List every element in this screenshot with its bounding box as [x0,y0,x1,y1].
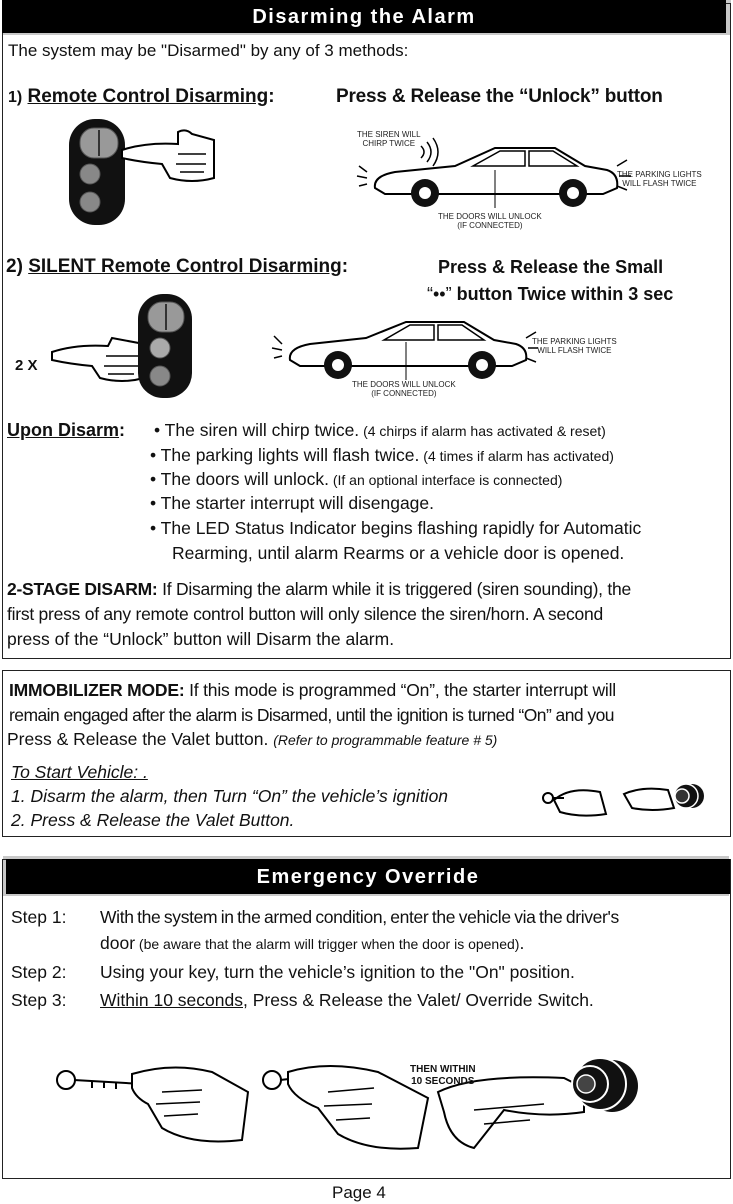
key-ring [57,1071,75,1089]
step1-note: (be aware that the alarm will trigger when the door is opened) [135,936,520,952]
bullet-1-text: • The siren will chirp twice. [154,420,360,440]
upon-bullet-1 [154,420,606,441]
two-stage-line1 [7,579,631,600]
car-front-hub-2 [332,359,344,371]
method1-title: Remote Control Disarming [27,86,269,107]
key-in-hand-icon [540,780,610,820]
siren-chirp-lines [421,138,438,166]
remote-button-3 [80,192,100,212]
hand-outline [122,130,214,181]
doors-caption-2: THE DOORS WILL UNLOCK (IF CONNECTED) [352,380,456,398]
hand-holding-key [554,790,606,815]
remote-control-illustration-2 [136,292,196,402]
method2-instruction-text: button Twice within 3 sec [451,284,674,304]
immobilizer-text1: If this mode is programmed “On”, the starter interrupt will [184,680,616,700]
immobilizer-line2: remain engaged after the alarm is Disarmed, until the ignition is turned “On” and you [9,705,614,725]
two-stage-line3: press of the “Unlock” button will Disarm the alarm. [7,629,395,649]
lights-caption: THE PARKING LIGHTS WILL FLASH TWICE [617,170,702,188]
step1-line2 [100,933,524,954]
key-hand-illustration-1 [52,1058,252,1148]
front-light-flash-lines-2 [272,336,282,358]
bullet-2-note: (4 times if alarm has activated) [419,448,614,464]
step2-text: Using your key, turn the vehicle’s ignition to the "On" position. [100,962,575,982]
siren-caption: THE SIREN WILL CHIRP TWICE [357,130,421,148]
pressing-hand [624,789,674,810]
key-head [543,793,553,803]
method2-colon: : [341,256,349,277]
step1-label: Step 1: [11,907,67,927]
method2-title: SILENT Remote Control Disarming [28,256,342,277]
key-ring-2 [263,1071,281,1089]
step3-text: , Press & Release the Valet/ Override Switch. [243,990,594,1010]
car-illustration-2 [270,312,540,388]
immobilizer-line1 [9,680,616,701]
car-front-hub [419,187,431,199]
lights-caption-2: THE PARKING LIGHTS WILL FLASH TWICE [532,337,617,355]
upon-disarm-colon: : [119,420,126,440]
step3-within-10-seconds: Within 10 seconds [100,990,243,1010]
remote-button-2 [80,164,100,184]
immobilizer-label: IMMOBILIZER MODE: [9,680,185,700]
step1-period: . [519,933,525,953]
remote-button-3b [150,366,170,386]
start-step-2: 2. Press & Release the Valet Button. [11,810,295,830]
car-rear-hub-2 [476,359,488,371]
bullet-2-text: • The parking lights will flash twice. [150,445,420,465]
hand-turning-key [132,1067,248,1141]
then-within-caption: THEN WITHIN 10 SECONDS [410,1064,476,1087]
section-title-disarming: Disarming the Alarm [2,0,726,33]
upon-bullet-5: • The LED Status Indicator begins flashing rapidly for Automatic [150,518,642,538]
method2-heading [6,256,348,278]
car-illustration-1 [355,136,635,216]
pointing-hand-icon-2 [48,328,148,388]
method2-instruction-line1: Press & Release the Small [438,257,664,277]
two-stage-label: 2-STAGE DISARM: [7,579,158,599]
two-stage-line2: first press of any remote control button will only silence the siren/horn. A second [7,604,603,624]
override-switch-button [577,1075,595,1093]
programmable-feature-ref: (Refer to programmable feature # 5) [273,732,498,748]
valet-button-press-icon [622,780,706,814]
method1-colon: : [268,86,275,107]
bullet-3-text: • The doors will unlock. [150,469,329,489]
method1-heading [8,86,275,108]
method2-instruction-line2 [427,284,673,305]
upon-bullet-2 [150,445,614,466]
intro-text: The system may be "Disarmed" by any of 3 methods: [8,41,409,60]
method1-number: 1) [8,89,23,106]
small-button-symbol: “••” [427,284,452,304]
step3-line [100,990,594,1011]
doors-caption: THE DOORS WILL UNLOCK (IF CONNECTED) [438,212,542,230]
upon-disarm-label [7,420,125,441]
upon-bullet-3 [150,469,562,490]
step2-label: Step 2: [11,962,67,982]
start-step-1: 1. Disarm the alarm, then Turn “On” the vehicle’s ignition [11,786,449,806]
small-button-illustration [150,338,170,358]
step1-door: door [100,933,136,953]
section-title-emergency: Emergency Override [6,859,730,894]
two-stage-text1: If Disarming the alarm while it is triggered (siren sounding), the [157,579,631,599]
step1-line1: With the system in the armed condition, enter the vehicle via the driver's [100,907,619,927]
method1-instruction: Press & Release the “Unlock” button [336,86,663,107]
bullet-1-note: (4 chirps if alarm has activated & reset) [359,423,606,439]
upon-bullet-4: • The starter interrupt will disengage. [150,493,434,513]
valet-switch-center [675,789,689,803]
method2-number: 2) [6,256,23,277]
page-number: Page 4 [332,1183,386,1202]
upon-bullet-5-cont: Rearming, until alarm Rearms or a vehicle door is opened. [172,543,625,563]
hand-turning-key-2 [288,1066,428,1149]
front-light-flash-lines [357,166,367,186]
start-vehicle-title: To Start Vehicle: . [11,762,148,782]
car-rear-hub [567,187,579,199]
immobilizer-text3: Press & Release the Valet button. [7,729,274,749]
step3-label: Step 3: [11,990,67,1010]
upon-disarm-text: Upon Disarm [7,420,120,440]
twice-label: 2 X [15,357,38,374]
pointing-hand-icon [118,124,218,186]
immobilizer-line3 [7,729,497,750]
bullet-3-note: (If an optional interface is connected) [328,472,563,488]
